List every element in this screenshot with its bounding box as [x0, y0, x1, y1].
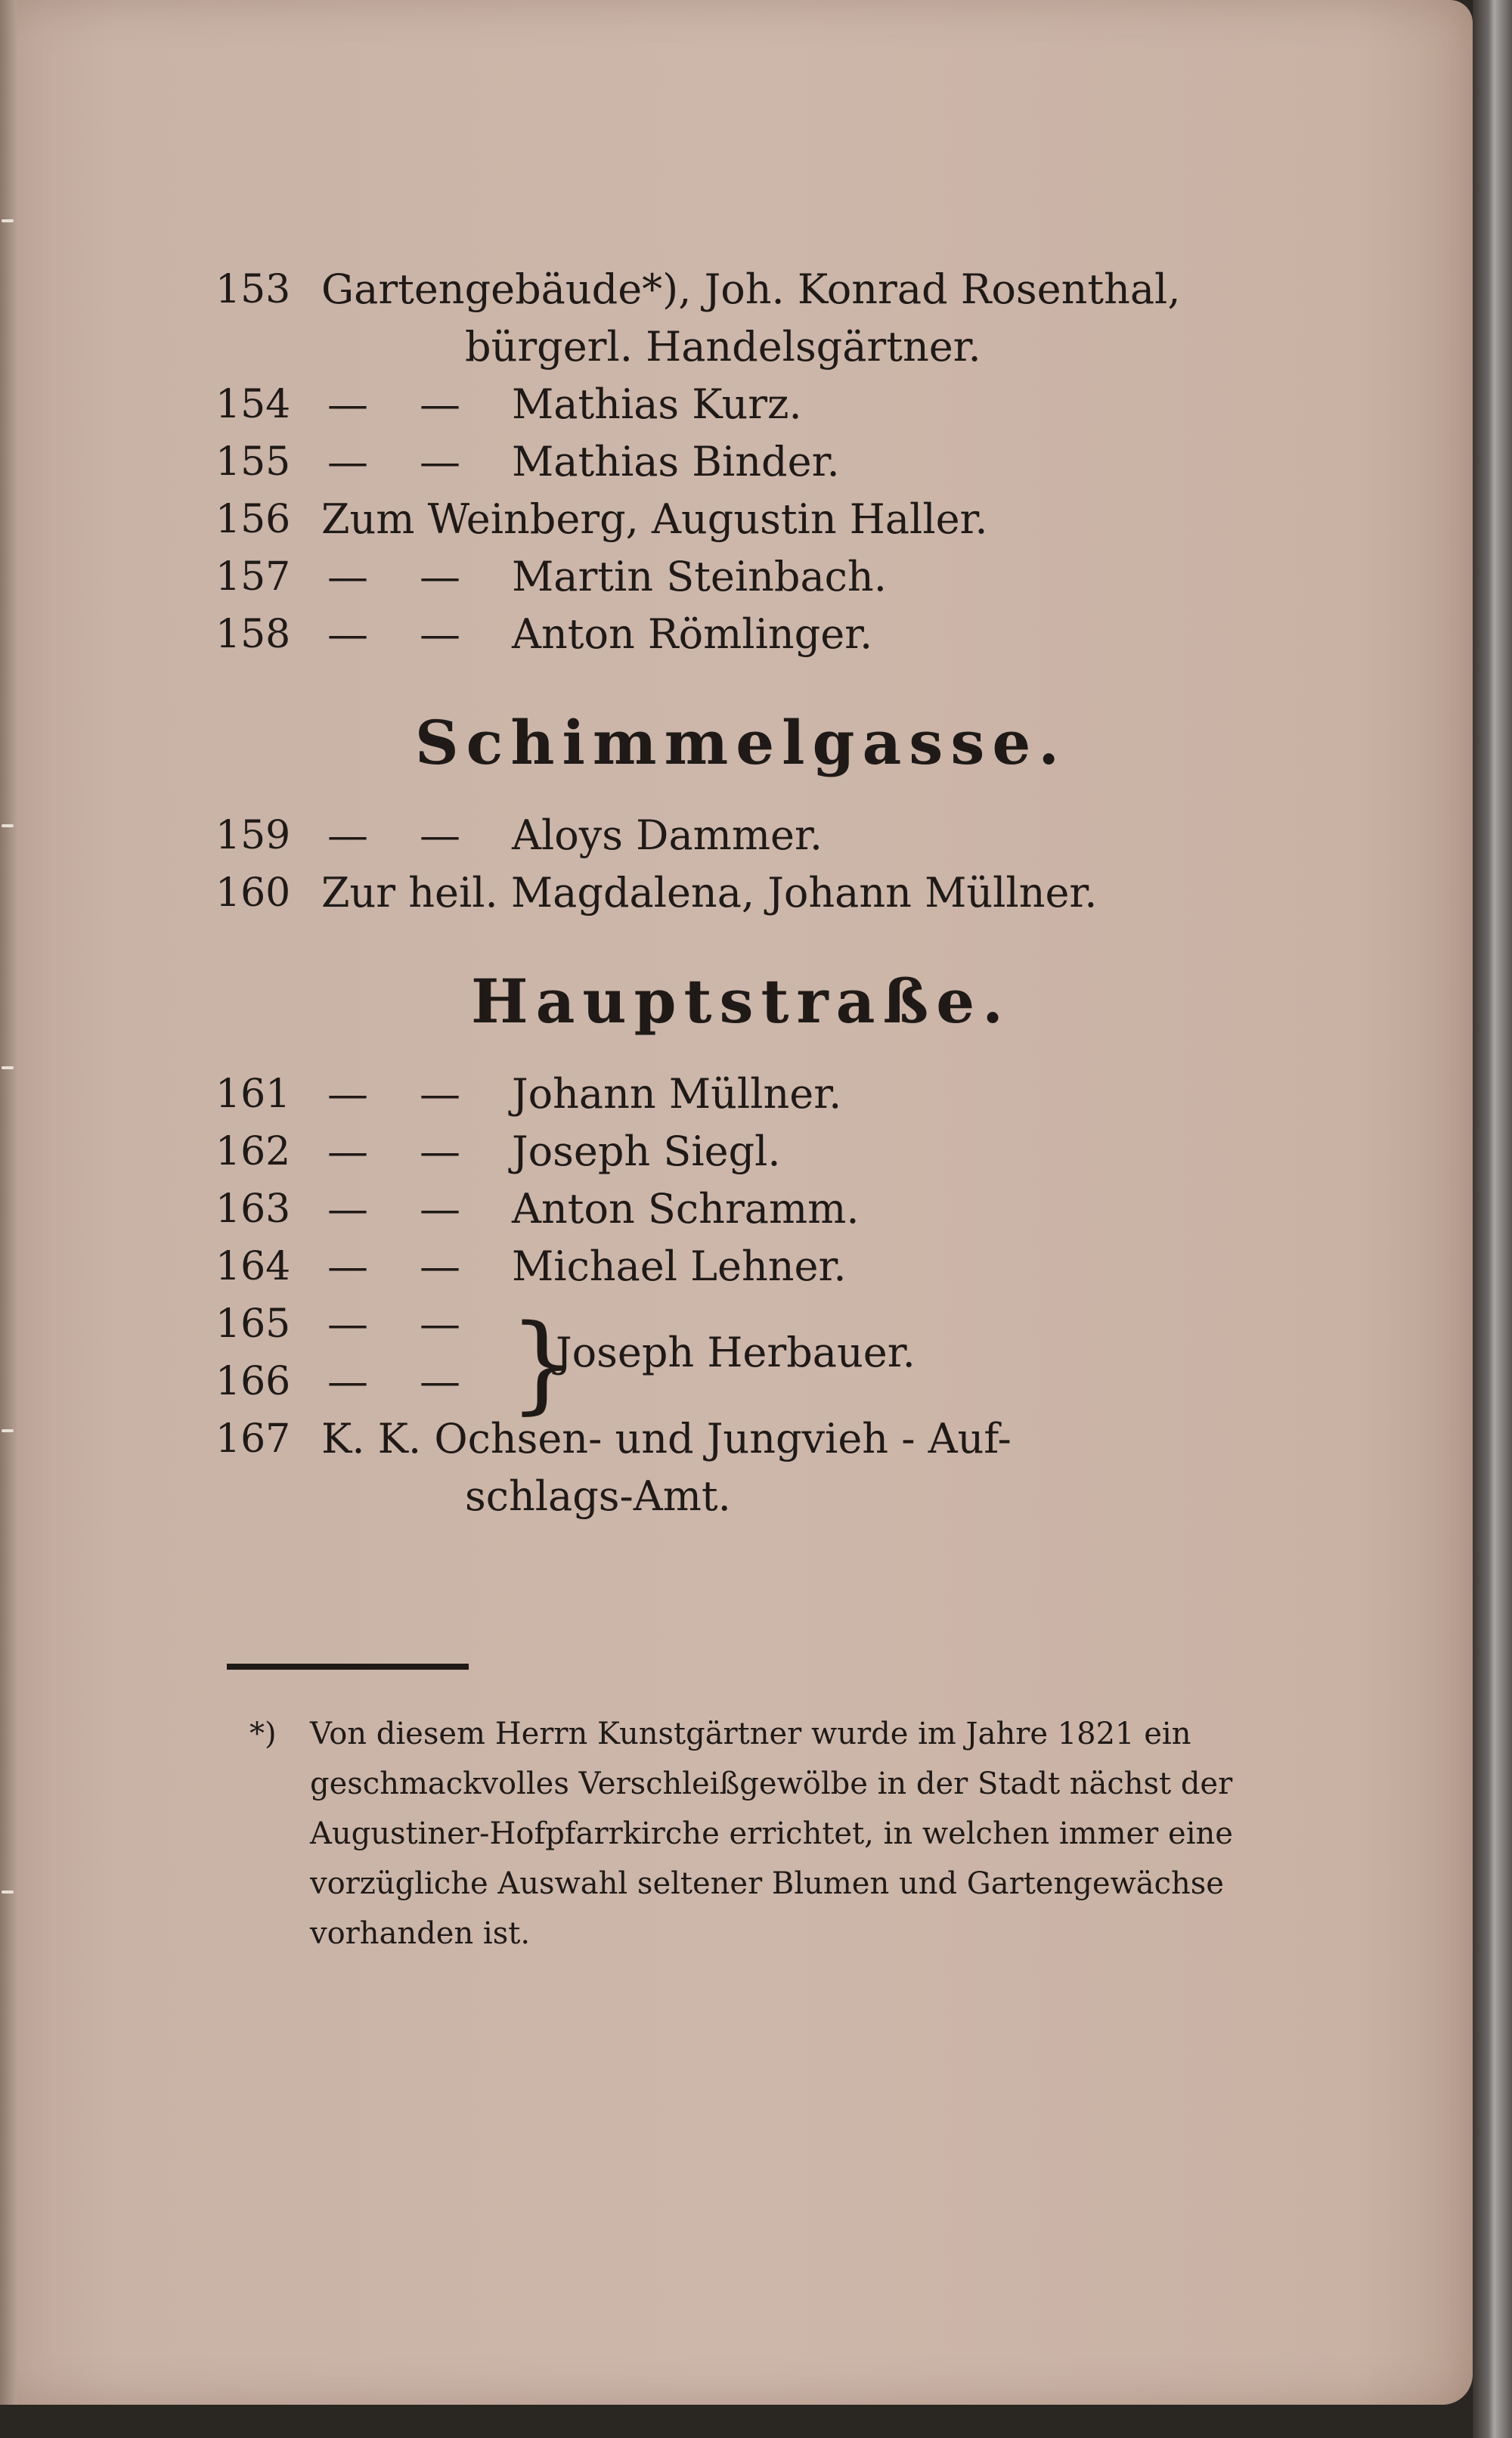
entry-row — [215, 606, 1266, 663]
ditto-dash: — — [420, 1300, 460, 1348]
footnote-marker: *) — [249, 1717, 277, 1751]
house-number: 158 — [215, 612, 291, 657]
house-number: 162 — [215, 1129, 291, 1174]
house-number: 157 — [215, 554, 291, 600]
ditto-dash: — — [420, 438, 460, 485]
entry-row — [215, 1238, 1266, 1295]
entry-row — [215, 548, 1266, 606]
ditto-dash: — — [327, 610, 368, 658]
street-directory-text — [215, 261, 1266, 1525]
owner-name: Aloys Dammer. — [512, 811, 823, 859]
ditto-dash: — — [420, 553, 460, 600]
owner-name: Anton Schramm. — [512, 1185, 860, 1233]
entry-row — [215, 261, 1266, 318]
ditto-dash: — — [327, 1127, 368, 1175]
house-number: 167 — [215, 1416, 291, 1462]
entry-text: Zum Weinberg, Augustin Haller. — [321, 495, 988, 543]
owner-name: Joseph Herbauer. — [556, 1329, 916, 1376]
binding-edge — [0, 0, 17, 2405]
entry-row — [215, 1123, 1266, 1180]
entry-row — [215, 433, 1266, 491]
street-heading: Hauptstraße. — [471, 966, 1011, 1037]
entry-row — [215, 807, 1266, 864]
entry-row — [215, 864, 1266, 922]
house-number: 161 — [215, 1072, 291, 1117]
entry-row — [215, 1410, 1266, 1468]
owner-name: Mathias Binder. — [512, 438, 840, 485]
house-number: 153 — [215, 267, 291, 312]
ditto-dash: — — [327, 438, 368, 485]
house-number: 154 — [215, 382, 291, 427]
owner-name: Martin Steinbach. — [512, 553, 887, 600]
entry-text: K. K. Ochsen- und Jungvieh - Auf- — [321, 1415, 1012, 1462]
entry-text: Zur heil. Magdalena, Johann Müllner. — [321, 869, 1098, 917]
owner-name: Michael Lehner. — [512, 1242, 847, 1290]
ditto-dash: — — [327, 553, 368, 600]
ditto-dash: — — [327, 1357, 368, 1405]
house-number: 164 — [215, 1244, 291, 1289]
footnote — [249, 1709, 1255, 1959]
house-number: 160 — [215, 870, 291, 916]
ditto-dash: — — [420, 1357, 460, 1405]
ditto-dash: — — [420, 811, 460, 859]
page-stack-edge — [1473, 0, 1512, 2438]
entry-text: Gartengebäude*), Joh. Konrad Rosenthal, — [321, 265, 1181, 313]
entry-continuation — [215, 1468, 1266, 1525]
entry-row — [215, 491, 1266, 548]
ditto-dash: — — [420, 1242, 460, 1290]
binding-stitch — [2, 219, 14, 222]
section-entries — [215, 1065, 1266, 1525]
owner-name: Mathias Kurz. — [512, 380, 802, 428]
house-number: 165 — [215, 1301, 291, 1347]
ditto-dash: — — [327, 380, 368, 428]
entry-text-continued: bürgerl. Handelsgärtner. — [465, 323, 981, 371]
entry-row — [215, 1180, 1266, 1238]
house-number: 163 — [215, 1186, 291, 1232]
footnote-rule — [227, 1664, 469, 1670]
binding-stitch — [2, 1066, 14, 1069]
ditto-dash: — — [327, 811, 368, 859]
ditto-dash: — — [420, 1185, 460, 1233]
ditto-dash: — — [327, 1185, 368, 1233]
owner-name: Johann Müllner. — [512, 1070, 842, 1118]
house-number: 166 — [215, 1359, 291, 1404]
binding-stitch — [2, 1891, 14, 1894]
ditto-dash: — — [327, 1300, 368, 1348]
house-number: 156 — [215, 497, 291, 542]
owner-name: Anton Römlinger. — [512, 610, 873, 658]
entry-row — [215, 376, 1266, 433]
ditto-dash: — — [420, 1127, 460, 1175]
entry-text-continued: schlags-Amt. — [465, 1472, 731, 1520]
section-entries — [215, 261, 1266, 663]
ditto-dash: — — [420, 1070, 460, 1118]
house-number: 155 — [215, 439, 291, 485]
entry-continuation — [215, 318, 1266, 376]
binding-stitch — [2, 824, 14, 827]
ditto-dash: — — [420, 380, 460, 428]
house-number: 159 — [215, 813, 291, 858]
entry-row — [215, 1065, 1266, 1123]
curly-brace: } — [509, 1302, 577, 1425]
footnote-text: Von diesem Herrn Kunstgärtner wurde im Jahre 1821 ein geschmackvolles Verschleißgewölbe in der Stadt nächst der Augustiner-Hofpfarrkirche errichtet, in welchen immer eine vorzügliche Auswahl seltener Blumen und Gartengewächse vorhanden ist. — [310, 1717, 1233, 1951]
binding-stitch — [2, 1429, 14, 1432]
street-heading: Schimmelgasse. — [414, 707, 1067, 778]
ditto-dash: — — [327, 1242, 368, 1290]
ditto-dash: — — [327, 1070, 368, 1118]
owner-name: Joseph Siegl. — [512, 1127, 781, 1175]
section-entries — [215, 807, 1266, 922]
ditto-dash: — — [420, 610, 460, 658]
